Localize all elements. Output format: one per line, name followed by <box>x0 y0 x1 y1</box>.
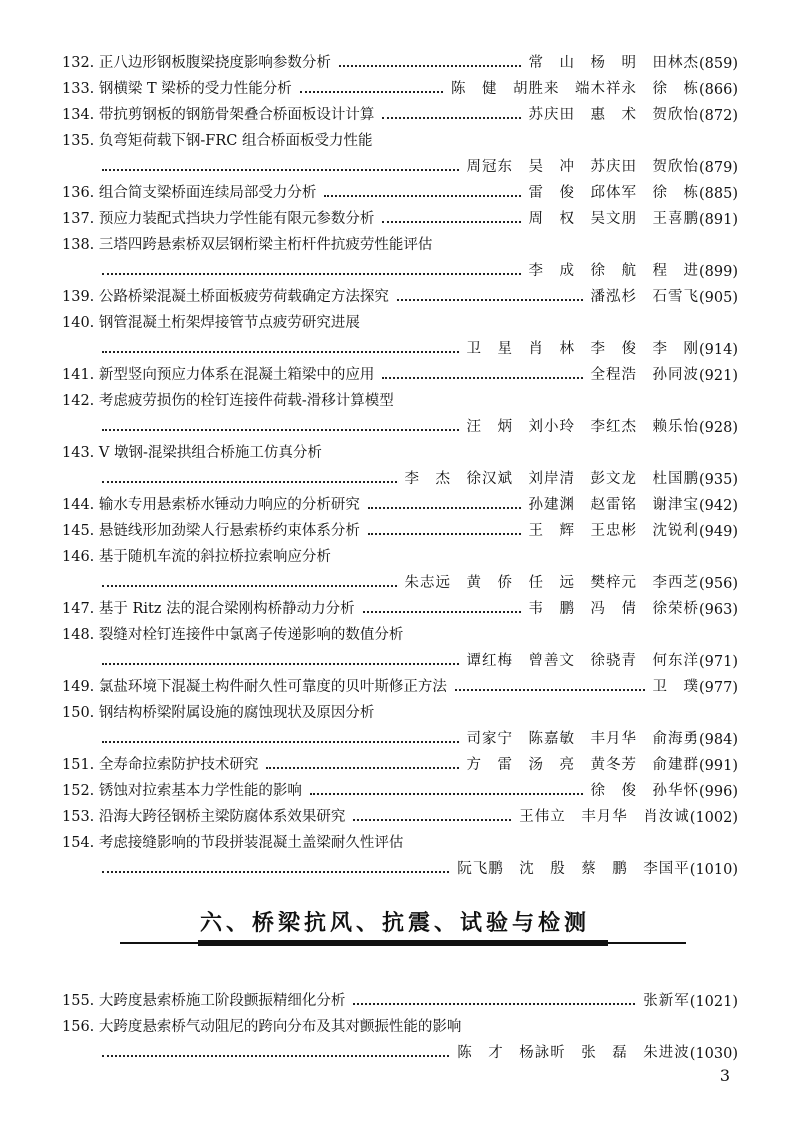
entry-authors: 李 成 徐 航 程 进 <box>528 263 699 279</box>
entry-authors: 王伟立 丰月华 肖汝诚 <box>519 809 690 825</box>
entry-title: 134. 带抗剪钢板的钢筋骨架叠合桥面板设计计算 <box>62 107 375 123</box>
section-title: 六、桥梁抗风、抗震、试验与检测 <box>199 911 590 936</box>
toc-entry[interactable] <box>62 592 738 618</box>
entry-authors: 卫 璞 <box>652 679 699 695</box>
entry-title: 132. 正八边形钢板腹梁挠度影响参数分析 <box>62 55 331 71</box>
dot-leader <box>353 1003 635 1005</box>
entry-page: (879) <box>699 160 738 176</box>
entry-title: 136. 组合简支梁桥面连续局部受力分析 <box>62 185 317 201</box>
dot-leader <box>102 585 397 587</box>
dot-leader <box>102 273 521 275</box>
entry-title: 143. V 墩钢-混梁拱组合桥施工仿真分析 <box>62 445 322 461</box>
toc-entry[interactable] <box>62 124 738 176</box>
entry-authors: 张新军 <box>643 993 690 1009</box>
toc-entry[interactable] <box>62 748 738 774</box>
entry-page: (949) <box>699 524 738 540</box>
entry-title: 153. 沿海大跨径钢桥主梁防腐体系效果研究 <box>62 809 346 825</box>
entry-page: (935) <box>699 472 738 488</box>
dot-leader <box>102 663 459 665</box>
toc-entry[interactable] <box>62 98 738 124</box>
entry-title: 150. 钢结构桥梁附属设施的腐蚀现状及原因分析 <box>62 705 375 721</box>
entry-authors: 全程浩 孙同波 <box>590 367 699 383</box>
entry-page: (885) <box>699 186 738 202</box>
toc-entry[interactable] <box>62 774 738 800</box>
entry-page: (914) <box>699 342 738 358</box>
entry-authors: 孙建渊 赵雷铭 谢津宝 <box>528 497 699 513</box>
dot-leader <box>339 65 521 67</box>
entry-title: 149. 氯盐环境下混凝土构件耐久性可靠度的贝叶斯修正方法 <box>62 679 447 695</box>
entry-authors: 阮飞鹏 沈 殷 蔡 鹏 李国平 <box>457 861 690 877</box>
entry-title: 140. 钢管混凝土桁架焊接管节点疲劳研究进展 <box>62 315 360 331</box>
toc-entry[interactable] <box>62 72 738 98</box>
entry-title: 151. 全寿命拉索防护技术研究 <box>62 757 259 773</box>
dot-leader <box>353 819 511 821</box>
toc-entry[interactable] <box>62 1010 738 1062</box>
toc-entry[interactable] <box>62 514 738 540</box>
entry-page: (928) <box>699 420 738 436</box>
entry-page: (1030) <box>689 1046 738 1062</box>
entry-authors: 常 山 杨 明 田林杰 <box>528 55 699 71</box>
dot-leader <box>102 429 459 431</box>
entry-title: 145. 悬链线形加劲梁人行悬索桥约束体系分析 <box>62 523 360 539</box>
entry-page: (977) <box>699 680 738 696</box>
entry-authors: 卫 星 肖 林 李 俊 李 刚 <box>466 341 699 357</box>
entry-authors: 陈 健 胡胜来 端木祥永 徐 栋 <box>451 81 699 97</box>
page-number: 3 <box>719 1066 730 1085</box>
entry-title: 146. 基于随机车流的斜拉桥拉索响应分析 <box>62 549 331 565</box>
section-rule-thick <box>198 940 608 946</box>
entry-authors: 雷 俊 邱体军 徐 栋 <box>528 185 699 201</box>
dot-leader <box>266 767 458 769</box>
entry-title: 152. 锈蚀对拉索基本力学性能的影响 <box>62 783 302 799</box>
entry-title: 147. 基于 Ritz 法的混合梁刚构桥静动力分析 <box>62 601 355 617</box>
entry-page: (942) <box>699 498 738 514</box>
entry-page: (921) <box>699 368 738 384</box>
dot-leader <box>300 91 443 93</box>
toc-entry[interactable] <box>62 618 738 670</box>
entry-title: 142. 考虑疲劳损伤的栓钉连接件荷载-滑移计算模型 <box>62 393 394 409</box>
entry-page: (1010) <box>689 862 738 878</box>
dot-leader <box>102 481 397 483</box>
entry-title: 141. 新型竖向预应力体系在混凝土箱梁中的应用 <box>62 367 375 383</box>
entry-page: (956) <box>699 576 738 592</box>
entry-authors: 苏庆田 惠 术 贺欣怡 <box>528 107 699 123</box>
dot-leader <box>102 1055 449 1057</box>
toc-entry[interactable] <box>62 358 738 384</box>
toc-entry[interactable] <box>62 384 738 436</box>
entry-title: 137. 预应力装配式挡块力学性能有限元参数分析 <box>62 211 375 227</box>
dot-leader <box>102 351 459 353</box>
toc-entry[interactable] <box>62 306 738 358</box>
entry-title: 155. 大跨度悬索桥施工阶段颤振精细化分析 <box>62 993 346 1009</box>
dot-leader <box>382 221 520 223</box>
entry-page: (859) <box>699 56 738 72</box>
entry-title: 144. 输水专用悬索桥水锤动力响应的分析研究 <box>62 497 360 513</box>
entry-page: (984) <box>699 732 738 748</box>
dot-leader <box>102 169 459 171</box>
entry-authors: 周 权 吴文朋 王喜鹏 <box>528 211 699 227</box>
entry-authors: 徐 俊 孙华怀 <box>590 783 699 799</box>
toc-entry[interactable] <box>62 436 738 488</box>
dot-leader <box>363 611 521 613</box>
entry-title: 139. 公路桥梁混凝土桥面板疲劳荷载确定方法探究 <box>62 289 389 305</box>
dot-leader <box>324 195 520 197</box>
toc-entry[interactable] <box>62 800 738 826</box>
entry-page: (1002) <box>689 810 738 826</box>
entry-title: 154. 考虑接缝影响的节段拼装混凝土盖梁耐久性评估 <box>62 835 404 851</box>
entry-authors: 周冠东 吴 冲 苏庆田 贺欣怡 <box>466 159 699 175</box>
entry-page: (866) <box>699 82 738 98</box>
entry-page: (872) <box>699 108 738 124</box>
dot-leader <box>102 871 449 873</box>
dot-leader <box>382 377 582 379</box>
entry-title: 133. 钢横梁 T 梁桥的受力性能分析 <box>62 81 292 97</box>
dot-leader <box>368 533 521 535</box>
entry-authors: 李 杰 徐汉斌 刘岸清 彭文龙 杜国鹏 <box>404 471 699 487</box>
entry-page: (996) <box>699 784 738 800</box>
toc-entry[interactable] <box>62 540 738 592</box>
entry-page: (891) <box>699 212 738 228</box>
toc-entry[interactable] <box>62 488 738 514</box>
entry-authors: 司家宁 陈嘉敏 丰月华 俞海勇 <box>466 731 699 747</box>
entry-page: (991) <box>699 758 738 774</box>
dot-leader <box>102 741 459 743</box>
entry-page: (905) <box>699 290 738 306</box>
toc-entry[interactable] <box>62 984 738 1010</box>
entry-authors: 方 雷 汤 亮 黄冬芳 俞建群 <box>466 757 699 773</box>
toc-entry[interactable] <box>62 228 738 280</box>
entry-page: (971) <box>699 654 738 670</box>
entry-title: 138. 三塔四跨悬索桥双层钢桁梁主桁杆件抗疲劳性能评估 <box>62 237 433 253</box>
entry-authors: 谭红梅 曾善文 徐骁青 何东洋 <box>466 653 699 669</box>
toc-entry[interactable] <box>62 280 738 306</box>
toc-entry[interactable] <box>62 176 738 202</box>
toc-entry[interactable] <box>62 670 738 696</box>
entry-authors: 陈 才 杨詠昕 张 磊 朱进波 <box>457 1045 690 1061</box>
entry-page: (1021) <box>689 994 738 1010</box>
entry-title: 135. 负弯矩荷载下钢-FRC 组合桥面板受力性能 <box>62 133 373 149</box>
entry-page: (899) <box>699 264 738 280</box>
toc-entry[interactable] <box>62 826 738 878</box>
dot-leader <box>382 117 520 119</box>
entry-authors: 潘泓杉 石雪飞 <box>590 289 699 305</box>
entry-authors: 汪 炳 刘小玲 李红杰 赖乐怡 <box>466 419 699 435</box>
dot-leader <box>368 507 521 509</box>
toc-entry[interactable] <box>62 696 738 748</box>
entry-title: 148. 裂缝对栓钉连接件中氯离子传递影响的数值分析 <box>62 627 404 643</box>
dot-leader <box>397 299 583 301</box>
entry-title: 156. 大跨度悬索桥气动阻尼的跨向分布及其对颤振性能的影响 <box>62 1019 462 1035</box>
dot-leader <box>310 793 583 795</box>
dot-leader <box>455 689 645 691</box>
entry-authors: 王 辉 王忠彬 沈锐利 <box>528 523 699 539</box>
toc-entry[interactable] <box>62 202 738 228</box>
toc-entry[interactable] <box>62 46 738 72</box>
section-heading <box>0 896 790 956</box>
entry-page: (963) <box>699 602 738 618</box>
entry-authors: 朱志远 黄 侨 任 远 樊梓元 李西芝 <box>404 575 699 591</box>
entry-authors: 韦 鹏 冯 倩 徐荣桥 <box>528 601 699 617</box>
